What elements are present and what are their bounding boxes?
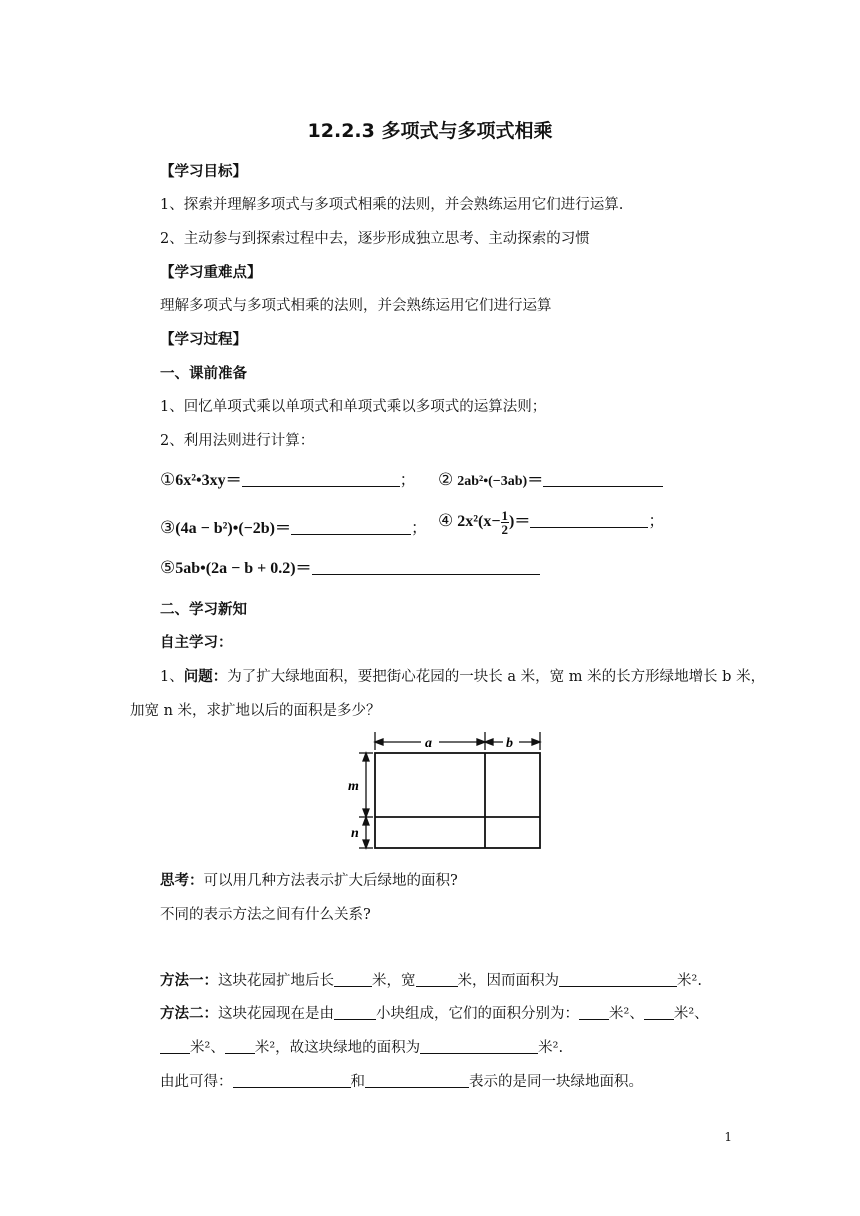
expression-2-blank[interactable]: [365, 1072, 469, 1088]
exercise-5-number: ⑤: [160, 558, 176, 577]
problem-line-2: 加宽 n 米，求扩地以后的面积是多少？: [130, 703, 381, 719]
page-title: 12.2.3 多项式与多项式相乘: [307, 120, 553, 142]
garden-diagram: [345, 728, 550, 854]
think-text: 可以用几种方法表示扩大后绿地的面积?: [203, 873, 458, 889]
exercise-5: [160, 555, 540, 578]
section-1-heading: 一、课前准备: [160, 366, 247, 382]
objective-item-2: 2、主动参与到探索过程中去，逐步形成独立思考、主动探索的习惯: [160, 231, 590, 247]
key-points-heading: 【学习重难点】: [160, 265, 262, 281]
expression-1-blank[interactable]: [233, 1072, 351, 1088]
exercise-1-expression: 6x²•3xy: [175, 472, 226, 489]
area-blank[interactable]: [559, 971, 677, 987]
exercise-3: [160, 515, 427, 538]
fraction-denominator: 2: [501, 521, 508, 537]
method-1-label: 方法一：: [160, 973, 218, 989]
exercise-4-expression: 2x²(x−: [457, 513, 501, 530]
equals-sign: ＝: [514, 513, 531, 530]
exercise-5-answer-blank[interactable]: [312, 559, 540, 575]
method-2-label: 方法二：: [160, 1006, 218, 1022]
exercise-3-number: ③: [160, 518, 176, 537]
semicolon: ；: [648, 513, 665, 530]
objectives-heading: 【学习目标】: [160, 164, 247, 180]
unit: 米²: [254, 1040, 276, 1056]
label-b: b: [506, 736, 513, 751]
length-blank[interactable]: [334, 971, 372, 987]
unit: 米²: [538, 1040, 559, 1056]
unit: 米²: [673, 1006, 695, 1022]
separator: 、: [210, 1040, 225, 1056]
method-2-text-1: 这块花园现在是由: [218, 1006, 334, 1022]
method-1-text-1: 这块花园扩地后长: [218, 973, 334, 989]
width-blank[interactable]: [416, 971, 458, 987]
problem-text: 为了扩大绿地面积，要把街心花园的一块长 a 米，宽 m 米的长方形绿地增长 b 米，: [227, 669, 766, 685]
fraction-numerator: 1: [501, 507, 508, 523]
garden-outline: [375, 753, 540, 848]
arrow-a-left: [375, 739, 383, 745]
conclusion: [160, 1070, 643, 1091]
think-label: 思考：: [160, 873, 204, 889]
method-1-text-2: 米，宽: [372, 973, 416, 989]
method-1-text-3: 米，因而面积为: [457, 973, 559, 989]
exercise-3-expression: (4a − b²)•(−2b): [175, 520, 275, 537]
self-study-heading: 自主学习：: [160, 635, 233, 651]
unit: 米²: [609, 1006, 630, 1022]
area-4-blank[interactable]: [225, 1038, 255, 1054]
exercise-1-answer-blank[interactable]: [242, 471, 400, 487]
area-2-blank[interactable]: [644, 1004, 674, 1020]
think-line-2: 不同的表示方法之间有什么关系?: [160, 907, 371, 923]
equals-sign: ＝: [275, 520, 292, 537]
conclusion-and: 和: [350, 1074, 365, 1090]
section-2-heading: 二、学习新知: [160, 602, 247, 618]
semicolon: ；: [399, 472, 416, 489]
objective-item-1: 1、探索并理解多项式与多项式相乘的法则，并会熟练运用它们进行运算.: [160, 197, 624, 213]
exercise-4-close: ): [509, 513, 515, 530]
exercise-2-answer-blank[interactable]: [543, 471, 663, 487]
equals-sign: ＝: [225, 472, 242, 489]
equals-sign: ＝: [295, 560, 312, 577]
semicolon: ；: [411, 520, 428, 537]
conclusion-text-2: 表示的是同一块绿地面积。: [469, 1074, 643, 1090]
label-n: n: [351, 826, 359, 841]
method-2-text-2: 小块组成，它们的面积分别为：: [376, 1006, 579, 1022]
exercise-5-expression: 5ab•(2a − b + 0.2): [175, 560, 296, 577]
label-m: m: [348, 779, 359, 794]
count-blank[interactable]: [334, 1004, 376, 1020]
equals-sign: ＝: [527, 472, 544, 489]
problem-line-1: [160, 665, 765, 686]
separator: 、: [694, 1006, 709, 1022]
method-1: [160, 969, 702, 990]
label-a: a: [425, 736, 432, 751]
exercise-2-number: ②: [438, 470, 454, 489]
key-points-text: 理解多项式与多项式相乘的法则，并会熟练运用它们进行运算: [160, 298, 552, 314]
problem-prefix: 1、: [160, 669, 184, 685]
unit: 米²: [190, 1040, 211, 1056]
exercise-1-number: ①: [160, 470, 176, 489]
exercise-4-answer-blank[interactable]: [530, 512, 648, 528]
arrow-b-right: [532, 739, 540, 745]
arrow-n-top: [363, 817, 369, 825]
process-item-1: 1、回忆单项式乘以单项式和单项式乘以多项式的运算法则；: [160, 399, 547, 415]
method-2-line-2: [160, 1036, 563, 1057]
fraction-one-half: [501, 509, 510, 536]
problem-label: 问题：: [183, 669, 228, 685]
exercise-3-answer-blank[interactable]: [291, 519, 411, 535]
process-item-2: 2、利用法则进行计算：: [160, 433, 315, 449]
conclusion-text-1: 由此可得：: [160, 1074, 233, 1090]
exercise-4-number: ④: [438, 511, 454, 530]
think-line-1: [160, 869, 458, 890]
exercise-2: [438, 467, 663, 490]
separator: 、: [629, 1006, 644, 1022]
method-1-text-4: 米².: [677, 973, 702, 989]
arrow-n-bottom: [363, 840, 369, 848]
method-2: [160, 1002, 709, 1023]
exercise-4: [438, 508, 664, 536]
arrow-m-top: [363, 753, 369, 761]
page-number: 1: [724, 1130, 732, 1144]
arrow-b-left: [485, 739, 493, 745]
total-area-blank[interactable]: [420, 1038, 538, 1054]
method-2-text-3: ，故这块绿地的面积为: [275, 1040, 421, 1056]
exercise-2-expression: 2ab²•(−3ab): [457, 474, 528, 489]
period: .: [558, 1040, 564, 1056]
process-heading: 【学习过程】: [160, 332, 247, 348]
area-3-blank[interactable]: [160, 1038, 190, 1054]
exercise-1: [160, 467, 416, 490]
area-1-blank[interactable]: [579, 1004, 609, 1020]
